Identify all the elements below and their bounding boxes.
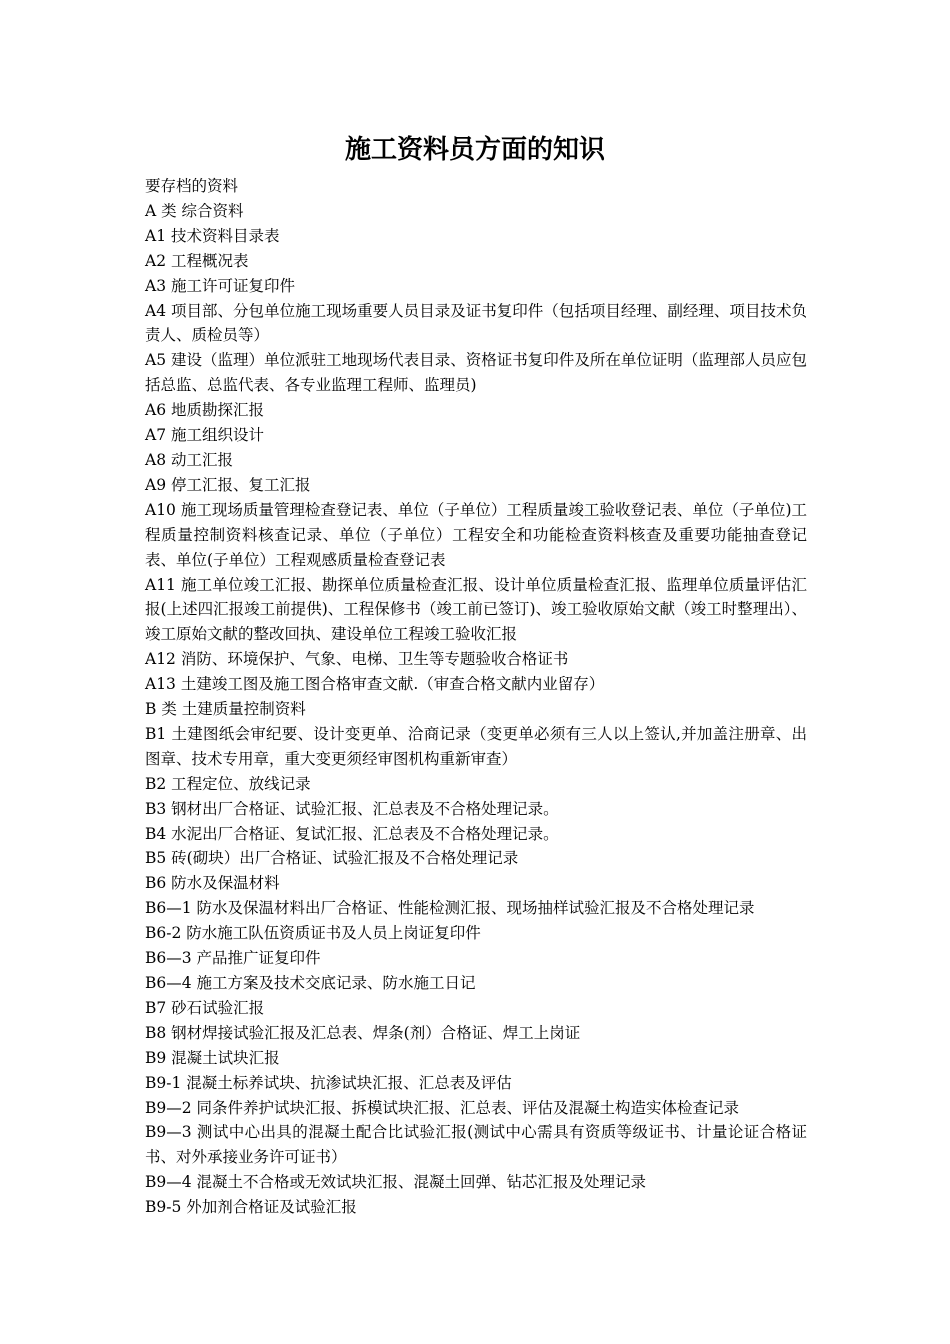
document-line: A1 技术资料目录表 (145, 226, 280, 245)
document-line: A8 动工汇报 (145, 450, 233, 469)
document-line: B6 防水及保温材料 (145, 874, 280, 893)
document-line: A7 施工组织设计 (145, 426, 264, 445)
document-body (145, 174, 807, 1220)
document-line: A13 土建竣工图及施工图合格审查文献.（审查合格文献内业留存） (145, 675, 605, 694)
document-line: B9-1 混凝土标养试块、抗渗试块汇报、汇总表及评估 (145, 1073, 512, 1092)
document-line: B9—2 同条件养护试块汇报、拆模试块汇报、汇总表、评估及混凝土构造实体检查记录 (145, 1098, 740, 1117)
document-line: A12 消防、环境保护、气象、电梯、卫生等专题验收合格证书 (145, 650, 569, 669)
page-title: 施工资料员方面的知识 (344, 135, 605, 165)
document-line: A5 建设（监理）单位派驻工地现场代表目录、资格证书复印件及所在单位证明（监理部人员应包括总监、总监代表、各专业监理工程师、监理员) (145, 351, 807, 395)
document-line: B6—3 产品推广证复印件 (145, 949, 321, 968)
document-line: B9 混凝土试块汇报 (145, 1048, 280, 1067)
document-line: A2 工程概况表 (145, 251, 249, 270)
document-line: A9 停工汇报、复工汇报 (145, 475, 311, 494)
document-line: B3 钢材出厂合格证、试验汇报、汇总表及不合格处理记录。 (145, 799, 559, 818)
document-line: B1 土建图纸会审纪要、设计变更单、洽商记录（变更单必须有三人以上签认,并加盖注册章、出图章、技术专用章，重大变更须经审图机构重新审查） (145, 724, 807, 768)
document-line: B9—4 混凝土不合格或无效试块汇报、混凝土回弹、钻芯汇报及处理记录 (145, 1173, 647, 1192)
document-line: B9—3 测试中心出具的混凝土配合比试验汇报(测试中心需具有资质等级证书、计量论证合格证书、对外承接业务许可证书） (145, 1123, 807, 1167)
document-line: A4 项目部、分包单位施工现场重要人员目录及证书复印件（包括项目经理、副经理、项目技术负责人、质检员等） (145, 301, 807, 345)
document-line: B8 钢材焊接试验汇报及汇总表、焊条(剂）合格证、焊工上岗证 (145, 1023, 581, 1042)
document-line: B7 砂石试验汇报 (145, 998, 265, 1017)
document-line: B 类 土建质量控制资料 (145, 700, 306, 719)
document-line: A10 施工现场质量管理检查登记表、单位（子单位）工程质量竣工验收登记表、单位（子单位)工程质量控制资料核查记录、单位（子单位）工程安全和功能检查资料核查及重要功能抽查登记表、单位(子单位）工程观感质量检查登记表 (145, 500, 807, 569)
document-line: A6 地质勘探汇报 (145, 401, 264, 420)
document-line: A3 施工许可证复印件 (145, 276, 295, 295)
document-line: B6-2 防水施工队伍资质证书及人员上岗证复印件 (145, 924, 481, 943)
document-line: B2 工程定位、放线记录 (145, 774, 311, 793)
document-line: A11 施工单位竣工汇报、勘探单位质量检查汇报、设计单位质量检查汇报、监理单位质量评估汇报(上述四汇报竣工前提供)、工程保修书（竣工前已签订)、竣工验收原始文献（竣工时整理出）、竣工原始文献的整改回执、建设单位工程竣工验收汇报 (145, 575, 807, 644)
document-line: B6—1 防水及保温材料出厂合格证、性能检测汇报、现场抽样试验汇报及不合格处理记录 (145, 899, 755, 918)
document-line: B4 水泥出厂合格证、复试汇报、汇总表及不合格处理记录。 (145, 824, 559, 843)
document-line: A 类 综合资料 (145, 201, 244, 220)
document-line: B5 砖(砌块）出厂合格证、试验汇报及不合格处理记录 (145, 849, 519, 868)
document-line: B9-5 外加剂合格证及试验汇报 (145, 1198, 357, 1217)
document-line: B6—4 施工方案及技术交底记录、防水施工日记 (145, 974, 476, 992)
document-line: 要存档的资料 (145, 177, 239, 195)
